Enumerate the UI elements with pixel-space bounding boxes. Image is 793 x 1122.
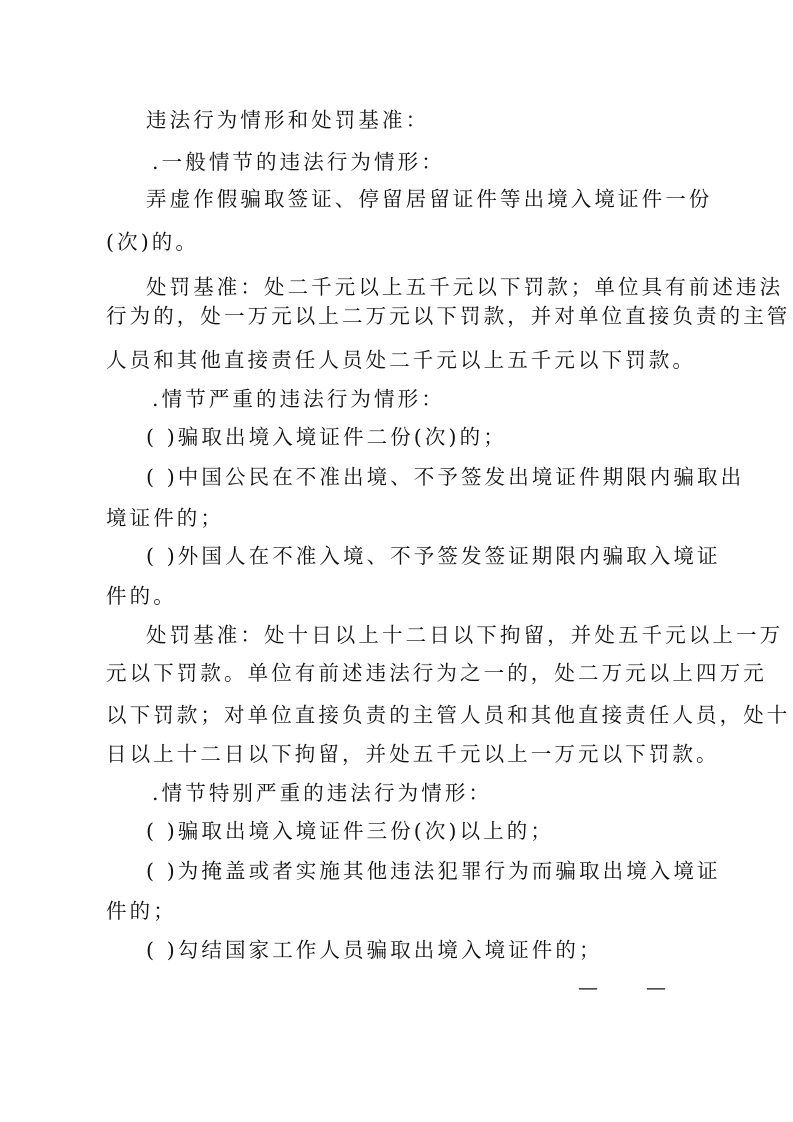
text-line: (次)的。	[106, 230, 199, 254]
text-line: 弄虚作假骗取签证、停留居留证件等出境入境证件一份	[146, 187, 713, 211]
text-line: .一般情节的违法行为情形：	[152, 150, 445, 174]
text-line: ( )骗取出境入境证件三份(次)以上的；	[146, 819, 555, 843]
text-line: 以下罚款；对单位直接负责的主管人员和其他直接责任人员，处十	[106, 703, 791, 727]
text-line: .情节严重的违法行为情形：	[152, 387, 445, 411]
text-line: 人员和其他直接责任人员处二千元以上五千元以下罚款。	[106, 348, 696, 372]
text-line: ( )中国公民在不准出境、不予签发出境证件期限内骗取出	[146, 465, 745, 489]
text-line: 元以下罚款。单位有前述违法行为之一的，处二万元以上四万元	[106, 661, 767, 685]
text-line: 境证件的；	[106, 506, 224, 530]
text-line: ( )骗取出境入境证件二份(次)的；	[146, 425, 507, 449]
text-line: 件的；	[106, 899, 177, 923]
text-line: 件的。	[106, 584, 177, 608]
page-number-left-dash: —	[578, 975, 598, 999]
page-number-right-dash: —	[646, 975, 666, 999]
text-line: 违法行为情形和处罚基准：	[146, 108, 430, 132]
text-line: 处罚基准：处十日以上十二日以下拘留，并处五千元以上一万	[146, 623, 784, 647]
text-line: 日以上十二日以下拘留，并处五千元以上一万元以下罚款。	[106, 742, 720, 766]
text-line: .情节特别严重的违法行为情形：	[152, 781, 493, 805]
text-line: 处罚基准：处二千元以上五千元以下罚款；单位具有前述违法	[146, 275, 784, 299]
text-line: ( )勾结国家工作人员骗取出境入境证件的；	[146, 938, 603, 962]
text-line: 行为的，处一万元以上二万元以下罚款，并对单位直接负责的主管	[106, 304, 791, 328]
text-line: ( )为掩盖或者实施其他违法犯罪行为而骗取出境入境证	[146, 859, 721, 883]
text-line: ( )外国人在不准入境、不予签发签证期限内骗取入境证	[146, 544, 721, 568]
